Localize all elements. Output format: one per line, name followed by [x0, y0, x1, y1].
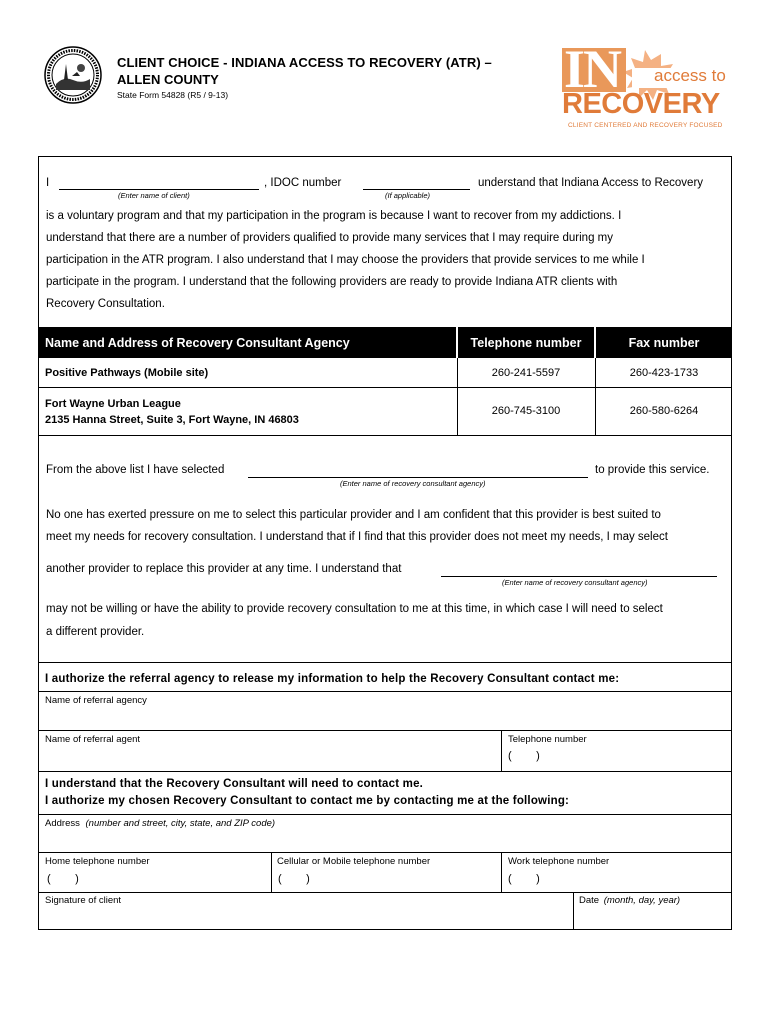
- selected-agency-hint: (Enter name of recovery consultant agency): [340, 479, 486, 488]
- date-hint: (month, day, year): [603, 895, 681, 906]
- logo-tagline: CLIENT CENTERED AND RECOVERY FOCUSED: [568, 122, 723, 129]
- address-label: Address: [45, 818, 80, 829]
- table-row-1-agency-name: Positive Pathways (Mobile site): [45, 367, 209, 379]
- table-header-fax: Fax number: [596, 327, 732, 358]
- client-name-hint: (Enter name of client): [118, 191, 190, 200]
- intro-understand: understand that Indiana Access to Recovery: [478, 177, 704, 189]
- date-label: Date: [579, 895, 600, 906]
- table-row-1-telephone: 260-241-5597: [491, 367, 561, 379]
- address-label-group: [45, 818, 275, 829]
- intro-idoc-label: , IDOC number: [264, 177, 342, 189]
- form-title-line1: CLIENT CHOICE - INDIANA ACCESS TO RECOVERY (ATR) –: [117, 55, 492, 70]
- referral-agent-label: Name of referral agent: [45, 734, 141, 745]
- contact-heading-line2: I authorize my chosen Recovery Consultant to contact me by contacting me at the following:: [45, 795, 570, 807]
- table-row-1-fax: 260-423-1733: [629, 367, 699, 379]
- indiana-state-seal: [44, 46, 102, 104]
- replacement-agency-hint: (Enter name of recovery consultant agency): [502, 578, 648, 587]
- table-row-2-agency-name: Fort Wayne Urban League: [45, 398, 181, 410]
- intro-paragraph-line5: Recovery Consultation.: [46, 298, 165, 310]
- cell-telephone-label: Cellular or Mobile telephone number: [277, 856, 431, 867]
- client-name-field[interactable]: [59, 189, 259, 190]
- table-header-telephone: Telephone number: [458, 327, 594, 358]
- address-field[interactable]: [39, 830, 731, 852]
- work-telephone-field[interactable]: ( ): [508, 873, 540, 885]
- table-row-2-telephone: 260-745-3100: [491, 405, 561, 417]
- work-telephone-label: Work telephone number: [508, 856, 610, 867]
- contact-heading-line1: I understand that the Recovery Consultant will need to contact me.: [45, 778, 424, 790]
- logo-in-letters: IN: [564, 39, 621, 99]
- to-provide-service-label: to provide this service.: [595, 464, 710, 476]
- providers-table: [38, 327, 732, 436]
- cell-telephone-field[interactable]: ( ): [278, 873, 310, 885]
- intro-paragraph-line4: participate in the program. I understand that the following providers are ready to provide Indiana ATR clients with: [46, 276, 618, 288]
- table-header-agency: Name and Address of Recovery Consultant Agency: [38, 327, 456, 358]
- signature-label: Signature of client: [45, 895, 122, 906]
- intro-i: I: [46, 177, 50, 189]
- address-hint: (number and street, city, state, and ZIP code): [85, 818, 276, 829]
- selected-from-list-label: From the above list I have selected: [46, 464, 225, 476]
- intro-paragraph-line3: participation in the ATR program. I also understand that I may choose the providers that provide services to me while I: [46, 254, 645, 266]
- idoc-number-field[interactable]: [363, 189, 470, 190]
- referral-agency-label: Name of referral agency: [45, 695, 147, 706]
- home-telephone-field[interactable]: ( ): [47, 873, 79, 885]
- referral-telephone-field[interactable]: ( ): [508, 750, 540, 762]
- selected-agency-field[interactable]: [248, 477, 588, 478]
- logo-access-to: access to: [654, 66, 726, 85]
- referral-authorization-heading: I authorize the referral agency to release my information to help the Recovery Consultant contact me:: [45, 673, 620, 685]
- referral-agent-field[interactable]: [39, 745, 499, 770]
- idoc-applicable-hint: (If applicable): [385, 191, 431, 200]
- no-pressure-line3: another provider to replace this provider at any time. I understand that: [46, 563, 402, 575]
- date-field[interactable]: [576, 906, 730, 928]
- state-form-number: State Form 54828 (R5 / 9-13): [117, 90, 229, 100]
- replacement-agency-field[interactable]: [441, 576, 717, 577]
- signature-field[interactable]: [39, 906, 569, 928]
- logo-recovery: RECOVERY: [562, 88, 720, 120]
- table-row-2-agency-address: 2135 Hanna Street, Suite 3, Fort Wayne, IN 46803: [45, 414, 299, 426]
- no-pressure-line5: a different provider.: [46, 626, 145, 638]
- table-row-2-fax: 260-580-6264: [629, 405, 699, 417]
- no-pressure-line2: meet my needs for recovery consultation. I understand that if I find that this provider does not meet my needs, I may select: [46, 531, 668, 543]
- intro-paragraph-line1: is a voluntary program and that my participation in the program is because I want to recover from my addictions. I: [46, 210, 622, 222]
- home-telephone-label: Home telephone number: [45, 856, 150, 867]
- no-pressure-line1: No one has exerted pressure on me to select this particular provider and I am confident that this provider is best suited to: [46, 509, 661, 521]
- referral-agency-field[interactable]: [39, 706, 731, 730]
- form-title-line2: ALLEN COUNTY: [117, 72, 219, 87]
- intro-paragraph-line2: understand that there are a number of providers qualified to provide many services that I may require during my: [46, 232, 613, 244]
- no-pressure-line4: may not be willing or have the ability to provide recovery consultation to me at this time, in which case I will need to select: [46, 603, 663, 615]
- in-access-to-recovery-logo: [560, 39, 730, 130]
- date-label-group: [579, 895, 680, 906]
- referral-telephone-label: Telephone number: [508, 734, 587, 745]
